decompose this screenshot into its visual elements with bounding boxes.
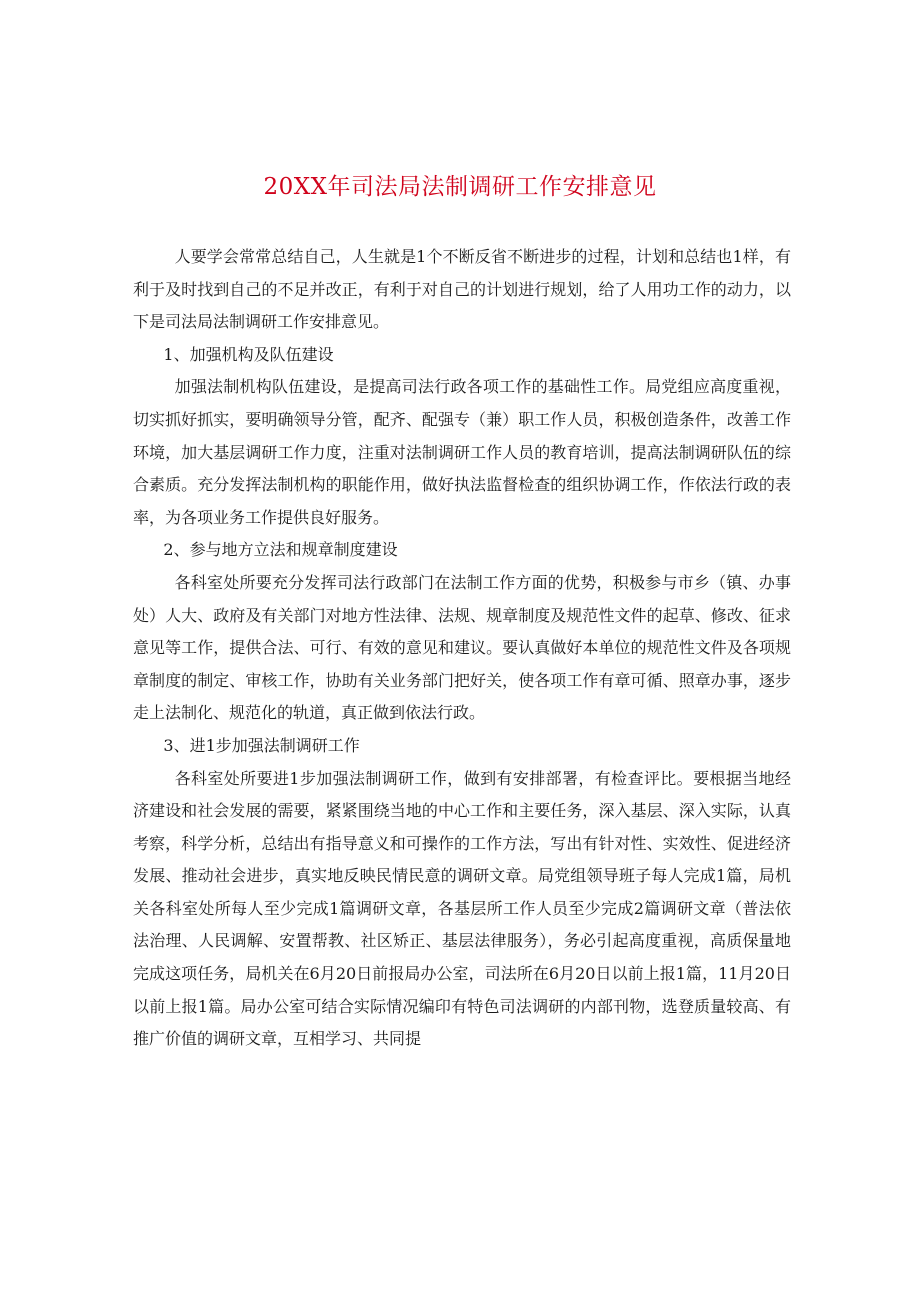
intro-paragraph: 人要学会常常总结自己，人生就是1个不断反省不断进步的过程，计划和总结也1样，有利于及时找到自己的不足并改正，有利于对自己的计划进行规划，给了人用功工作的动力，以下是司法局法制调研工作安排意见。	[133, 247, 791, 332]
section-heading-3: 3、进1步加强法制调研工作	[163, 735, 360, 755]
section-heading-2: 2、参与地方立法和规章制度建设	[163, 540, 398, 560]
section-1-paragraph: 加强法制机构队伍建设，是提高司法行政各项工作的基础性工作。局党组应高度重视，切实抓好抓实，要明确领导分管，配齐、配强专（兼）职工作人员，积极创造条件，改善工作环境，加大基层调研工作力度，注重对法制调研工作人员的教育培训，提高法制调研队伍的综合素质。充分发挥法制机构的职能作用，做好执法监督检查的组织协调工作，作依法行政的表率，为各项业务工作提供良好服务。	[133, 377, 791, 527]
section-2-paragraph: 各科室处所要充分发挥司法行政部门在法制工作方面的优势，积极参与市乡（镇、办事处）人大、政府及有关部门对地方性法律、法规、规章制度及规范性文件的起草、修改、征求意见等工作，提供合法、可行、有效的意见和建议。要认真做好本单位的规范性文件及各项规章制度的制定、审核工作，协助有关业务部门把好关，使各项工作有章可循、照章办事，逐步走上法制化、规范化的轨道，真正做到依法行政。	[133, 572, 791, 723]
section-3-paragraph: 各科室处所要进1步加强法制调研工作，做到有安排部署，有检查评比。要根据当地经济建设和社会发展的需要，紧紧围绕当地的中心工作和主要任务，深入基层、深入实际，认真考察，科学分析，总结出有指导意义和可操作的工作方法，写出有针对性、实效性、促进经济发展、推动社会进步，真实地反映民情民意的调研文章。局党组领导班子每人完成1篇，局机关各科室处所每人至少完成1篇调研文章，各基层所工作人员至少完成2篇调研文章（普法依法治理、人民调解、安置帮教、社区矫正、基层法律服务），务必引起高度重视，高质保量地完成这项任务，局机关在6月20日前报局办公室，司法所在6月20日以前上报1篇，11月20日以前上报1篇。局办公室可结合实际情况编印有特色司法调研的内部刊物，选登质量较高、有推广价值的调研文章，互相学习、共同提	[133, 768, 791, 1049]
document-title: 20XX年司法局法制调研工作安排意见	[263, 174, 657, 200]
section-heading-1: 1、加强机构及队伍建设	[163, 344, 334, 364]
document-body	[133, 241, 791, 1056]
